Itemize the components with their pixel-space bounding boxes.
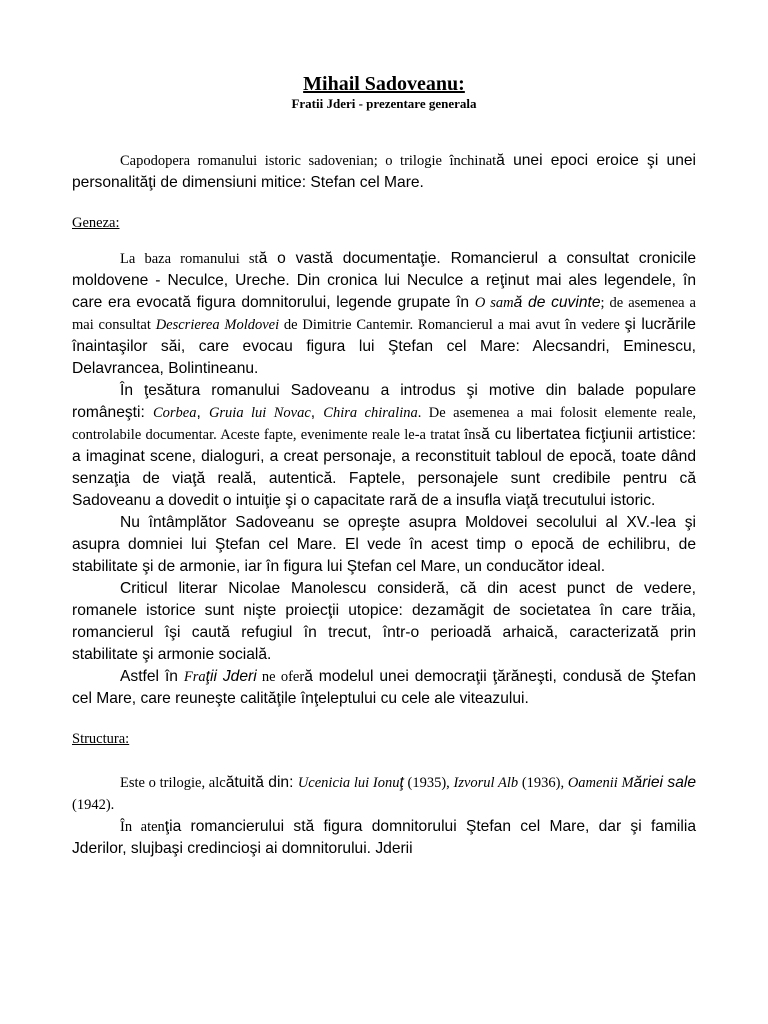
ballad-title: Chira chiralina [323,405,418,421]
volume-title: Oamenii M [567,775,634,791]
geneza-paragraph-3: Nu întâmplător Sadoveanu se opreşte asupra Moldovei secolului al XV.-lea şi asupra domniei lui Ştefan cel Mare. El vede în acest timp o epocă de echilibru, de stabilitate şi de armonie, iar în figura lui Ştefan cel Mare, un conducător ideal. [72,514,696,575]
intro-paragraph [72,150,696,194]
text-run: În aten [120,819,165,835]
text-run: În ţesătura romanului Sadoveanu a introdus şi motive din balade populare româneşti: [72,382,696,421]
text-run: şi lucrările înaintaşilor săi, care evocau figura lui Ştefan cel Mare: Alecsandri, Eminescu, Delavrancea, Bolintineanu. [72,316,696,377]
page-title: Mihail Sadoveanu: [303,73,465,95]
text-run: , [196,404,209,421]
structura-paragraph-1 [72,772,696,816]
intro-text: ă unei epoci eroice şi unei personalităţi de dimensiuni mitice: Stefan cel Mare. [72,152,696,191]
text-run: , [310,404,324,421]
volume-title: Izvorul Alb [453,775,519,791]
text-run: (1942). [72,797,115,813]
intro-text-serif: Capodopera romanului istoric sadovenian; o trilogie închinat [120,153,497,169]
text-run: ătuită din: [225,774,298,791]
geneza-paragraph-5 [72,666,696,710]
section-heading-geneza: Geneza: [72,215,120,231]
work-title: ă de cuvinte [513,294,601,311]
geneza-paragraph-4: Criticul literar Nicolae Manolescu consideră, că din acest punct de vedere, romanele istorice sunt nişte proiecţii utopice: dezamăgit de societatea în care trăia, romancierul îşi caută refugiul în trecut, într-o perioadă arhaică, caracterizată prin stabilitate şi armonie socială. [72,580,696,663]
text-run: (1936), [518,775,568,791]
text-run: ; de asemenea a mai consultat [72,295,696,333]
text-run: ă o vastă documentaţie. Romancierul a consultat cronicile moldovene - Neculce, Ureche. Din cronica lui Neculce a reţinut mai ales legendele, în care era evocată figura domnitorului, legende grupate în [72,250,697,311]
volume-title: ţ [399,774,404,791]
document-page [72,72,696,860]
text-run: . De asemenea a mai folosit elemente reale, controlabile documentar. Aceste fapte, evenimente reale le-a tratat îns [72,405,697,443]
volume-title: Ucenicia lui Ionu [297,775,400,791]
text-run: Este o trilogie, alc [120,775,226,791]
text-run: (1935), [403,775,454,791]
work-title: Fra [183,669,206,685]
text-run: ne ofer [256,669,305,685]
work-title: O sam [474,295,514,311]
work-title: ţii Jderi [205,668,257,685]
geneza-paragraph-1 [72,248,696,380]
text-run: La baza romanului st [120,251,259,267]
text-run: Astfel în [120,668,184,685]
text-run: ă cu libertatea ficţiunii artistice: a imaginat scene, dialoguri, a creat personaje, a reconstituit tabloul de epocă, toate dând senzaţia de viaţă reală, autentică. Faptele, personajele sunt credibile pentru că Sadoveanu a dovedit o intuiţie şi o capacitate rară de a insufla viaţă trecutului istoric. [72,426,696,509]
section-heading-structura: Structura: [72,731,130,747]
ballad-title: Gruia lui Novac [208,405,311,421]
work-title: Descrierea Moldovei [155,317,280,333]
text-run: ă modelul unei democraţii ţărăneşti, condusă de Ştefan cel Mare, care reuneşte calităţile înţeleptului cu cele ale viteazului. [72,668,697,707]
text-run: de Dimitrie Cantemir. Romancierul a mai avut în vedere [279,317,625,333]
page-subtitle: Fratii Jderi - prezentare generala [291,96,477,111]
ballad-title: Corbea [152,405,197,421]
volume-title: ăriei sale [633,774,697,791]
structura-paragraph-2 [72,816,696,860]
geneza-paragraph-2 [72,380,696,512]
text-run: ţia romancierului stă figura domnitorului Ştefan cel Mare, dar şi familia Jderilor, slujbaşi credincioşi ai domnitorului. Jderii [72,818,696,857]
